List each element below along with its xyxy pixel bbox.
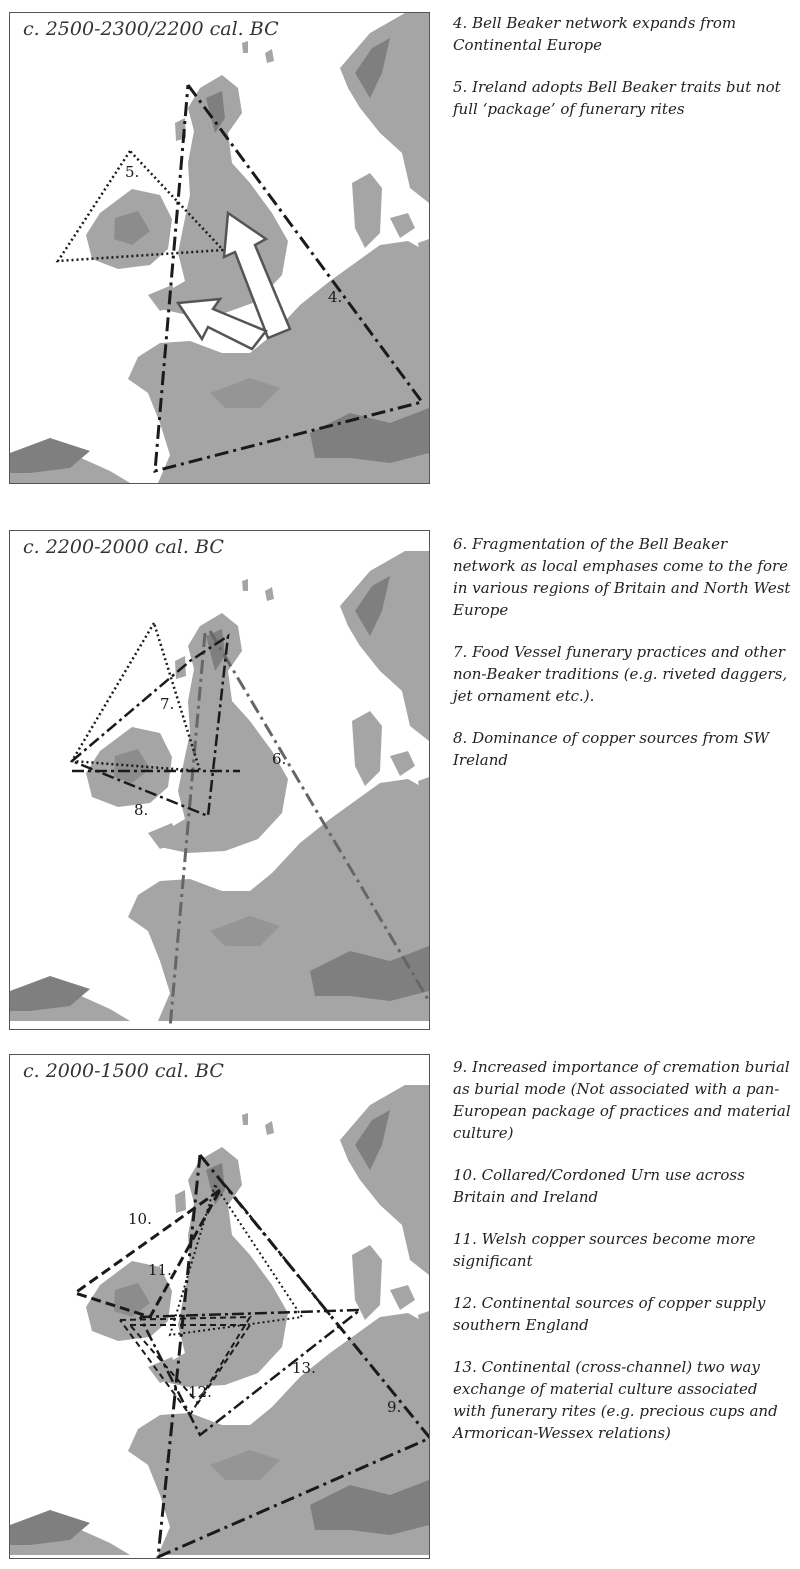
map-label-6: 6. [272, 750, 287, 768]
map-3 [10, 1055, 429, 1558]
description-10: 10. Collared/Cordoned Urn use across Britain and Ireland [453, 1166, 745, 1206]
description-block-1 [453, 12, 793, 140]
map-panel-1 [9, 12, 430, 484]
period-label-3: c. 2000-1500 cal. BC [20, 1060, 227, 1082]
map-label-5: 5. [125, 163, 140, 181]
map-label-11: 11. [148, 1261, 172, 1279]
map-label-13: 13. [292, 1359, 316, 1377]
description-11: 11. Welsh copper sources become more significant [453, 1230, 756, 1270]
map-1 [10, 13, 429, 483]
map-panel-2 [9, 530, 430, 1030]
description-block-2 [453, 533, 793, 791]
description-4: 4. Bell Beaker network expands from Continental Europe [453, 14, 737, 54]
map-label-12: 12. [188, 1383, 212, 1401]
description-13: 13. Continental (cross-channel) two way exchange of material culture associated with funerary rites (e.g. precious cups and Armorican-Wessex relations) [453, 1358, 778, 1442]
description-9: 9. Increased importance of cremation burial as burial mode (Not associated with a pan-European package of practices and material culture) [453, 1058, 791, 1142]
map-label-8: 8. [134, 801, 149, 819]
map-2 [10, 531, 429, 1029]
map-label-9: 9. [387, 1398, 402, 1416]
description-block-3 [453, 1056, 793, 1464]
map-panel-3 [9, 1054, 430, 1559]
period-label-2: c. 2200-2000 cal. BC [20, 536, 227, 558]
description-7: 7. Food Vessel funerary practices and other non-Beaker traditions (e.g. riveted daggers, jet ornament etc.). [453, 643, 788, 705]
period-label-1: c. 2500-2300/2200 cal. BC [20, 18, 282, 40]
map-label-10: 10. [128, 1210, 152, 1228]
description-6: 6. Fragmentation of the Bell Beaker network as local emphases come to the fore in various regions of Britain and North West Europe [453, 535, 791, 619]
map-label-4: 4. [328, 288, 343, 306]
map-label-7: 7. [160, 695, 175, 713]
description-5: 5. Ireland adopts Bell Beaker traits but not full ‘package’ of funerary rites [453, 78, 781, 118]
description-8: 8. Dominance of copper sources from SW Ireland [453, 729, 770, 769]
description-12: 12. Continental sources of copper supply southern England [453, 1294, 766, 1334]
